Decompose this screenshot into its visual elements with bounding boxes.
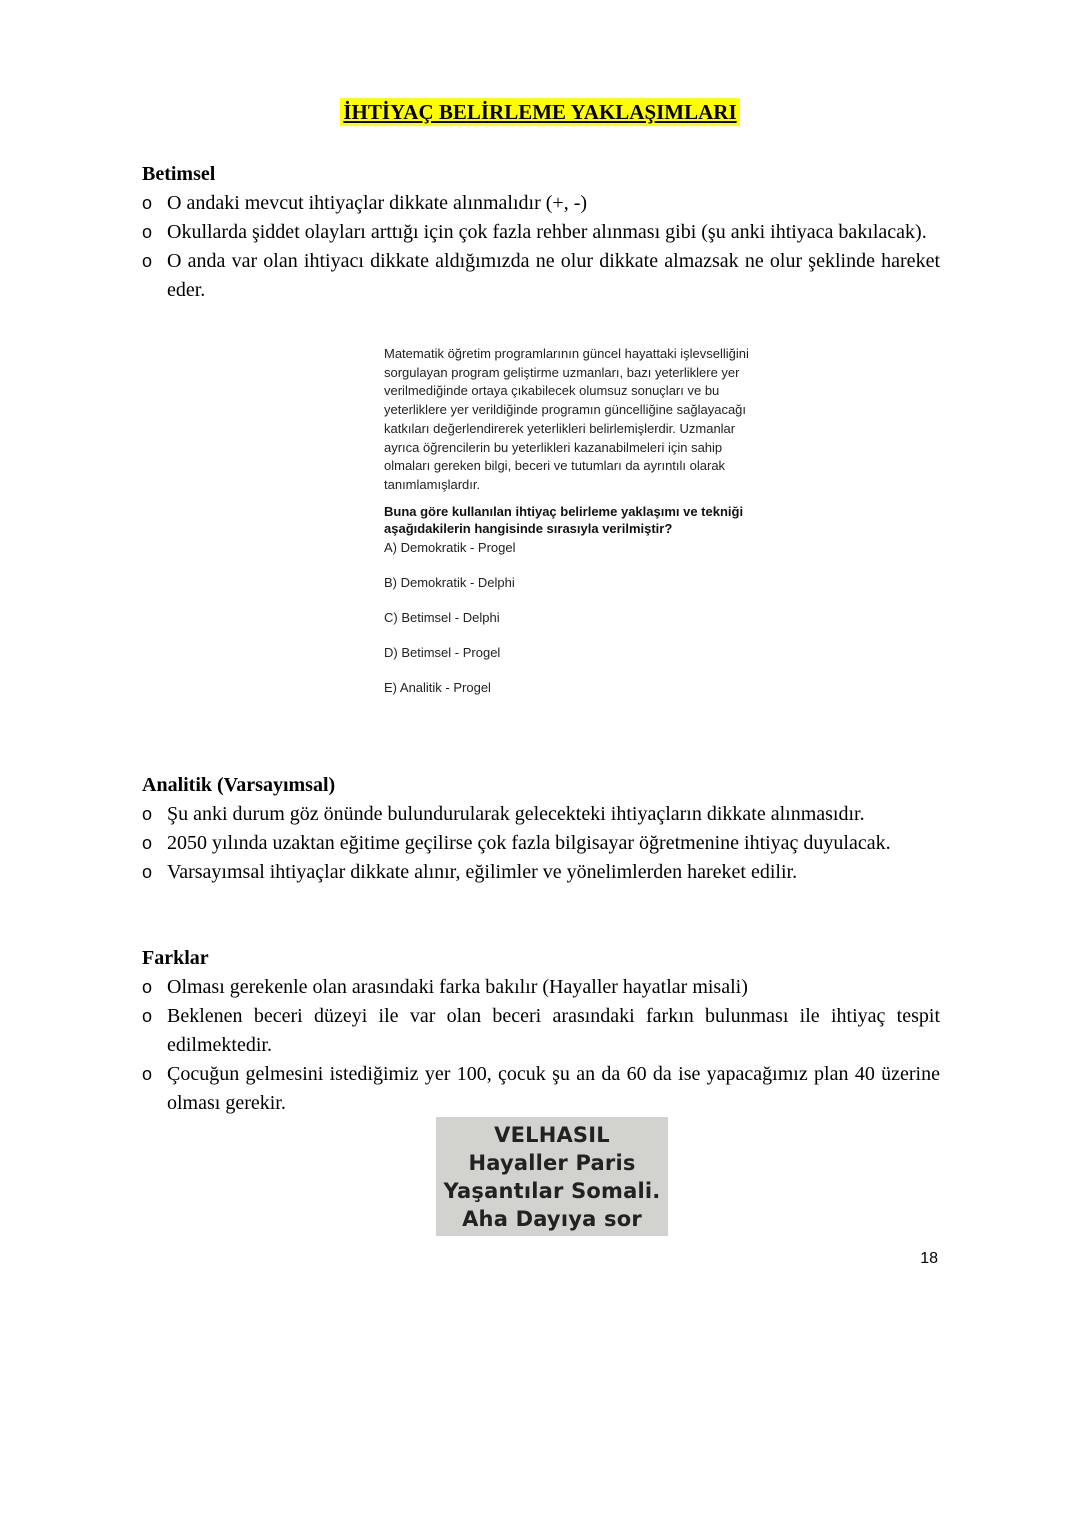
answer-option: D) Betimsel - Progel bbox=[384, 644, 501, 660]
meme-line: VELHASIL bbox=[494, 1122, 610, 1147]
page-number: 18 bbox=[920, 1250, 938, 1267]
question-prompt: Buna göre kullanılan ihtiyaç belirleme yaklaşımı ve tekniği aşağıdakilerin hangisinde sırasıyla verilmiştir? bbox=[384, 503, 744, 536]
section-heading-betimsel: Betimsel bbox=[142, 163, 216, 185]
answer-option: C) Betimsel - Delphi bbox=[384, 609, 500, 625]
section-betimsel bbox=[142, 160, 940, 305]
meme-line: Yaşantılar Somali. bbox=[443, 1178, 661, 1203]
bullet-list-betimsel bbox=[142, 189, 940, 305]
list-item: o Çocuğun gelmesini istediğimiz yer 100, çocuk şu an da 60 da ise yapacağımız plan 40 üzerine olması gerekir. bbox=[142, 1060, 940, 1118]
exam-question bbox=[384, 345, 754, 716]
answer-option: E) Analitik - Progel bbox=[384, 679, 491, 695]
list-item: o O andaki mevcut ihtiyaçlar dikkate alınmalıdır (+, -) bbox=[142, 189, 940, 218]
bullet-list-analitik bbox=[142, 800, 940, 887]
section-heading-farklar: Farklar bbox=[142, 947, 209, 969]
list-item: o O anda var olan ihtiyacı dikkate aldığımızda ne olur dikkate almazsak ne olur şeklinde hareket eder. bbox=[142, 247, 940, 305]
list-item: o Olması gerekenle olan arasındaki farka bakılır (Hayaller hayatlar misali) bbox=[142, 973, 940, 1002]
page-title-text: İHTİYAÇ BELİRLEME YAKLAŞIMLARI bbox=[340, 98, 739, 126]
meme-line: Aha Dayıya sor bbox=[462, 1206, 642, 1231]
answer-option: A) Demokratik - Progel bbox=[384, 539, 516, 555]
answer-option: B) Demokratik - Delphi bbox=[384, 574, 515, 590]
question-body: Matematik öğretim programlarının güncel hayattaki işlevselliğini sorgulayan program geliştirme uzmanları, bazı yeterliklere yer verilmediğinde ortaya çıkabilecek olumsuz sonuçları ve bu yeterliklere yer verildiğinde programın güncelliğine sağlayacağı katkıları değerlendirerek yeterlikleri belirlemişlerdir. Uzmanlar ayrıca öğrencilerin bu yeterlikleri kazanabilmeleri için sahip olmaları gereken bilgi, beceri ve tutumları da ayrıntılı olarak tanımlamışlardır. bbox=[384, 346, 749, 492]
list-item: o 2050 yılında uzaktan eğitime geçilirse çok fazla bilgisayar öğretmenine ihtiyaç duyulacak. bbox=[142, 829, 940, 858]
section-heading-analitik: Analitik (Varsayımsal) bbox=[142, 774, 336, 796]
list-item: o Varsayımsal ihtiyaçlar dikkate alınır, eğilimler ve yönelimlerden hareket edilir. bbox=[142, 858, 940, 887]
answer-options bbox=[384, 541, 754, 716]
section-farklar bbox=[142, 944, 940, 1118]
list-item: o Şu anki durum göz önünde bulundurularak gelecekteki ihtiyaçların dikkate alınmasıdır. bbox=[142, 800, 940, 829]
velhasil-meme-image bbox=[436, 1117, 668, 1236]
bullet-list-farklar bbox=[142, 973, 940, 1118]
meme-line: Hayaller Paris bbox=[468, 1150, 636, 1175]
section-analitik bbox=[142, 771, 940, 887]
list-item: o Okullarda şiddet olayları arttığı için çok fazla rehber alınması gibi (şu anki ihtiyaca bakılacak). bbox=[142, 218, 940, 247]
page-title bbox=[0, 100, 1080, 125]
list-item: o Beklenen beceri düzeyi ile var olan beceri arasındaki farkın bulunması ile ihtiyaç tespit edilmektedir. bbox=[142, 1002, 940, 1060]
